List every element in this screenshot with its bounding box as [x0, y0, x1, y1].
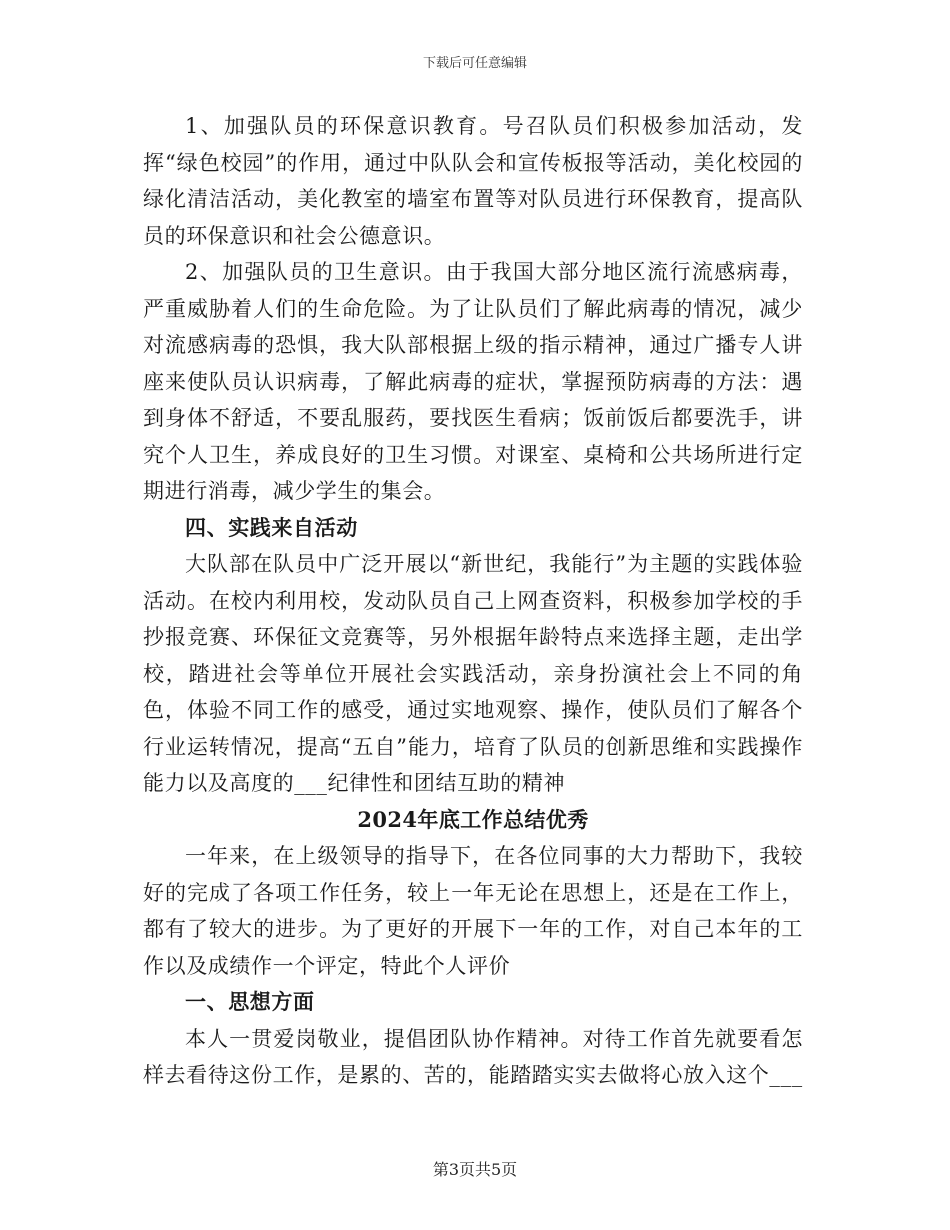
paragraph-year-summary: 一年来，在上级领导的指导下，在各位同事的大力帮助下，我较好的完成了各项工作任务，较上一年无论在思想上，还是在工作上，都有了较大的进步。为了更好的开展下一年的工作，对自己本年的工作以及成绩作一个评定，特此个人评价: [143, 844, 803, 978]
section-heading-thinking: 一、思想方面: [185, 989, 315, 1014]
paragraph-hygiene-awareness: 2、加强队员的卫生意识。由于我国大部分地区流行流感病毒，严重威胁着人们的生命危险。为了让队员们了解此病毒的情况，减少对流感病毒的恐惧，我大队部根据上级的指示精神，通过广播专人讲座来使队员认识病毒，了解此病毒的症状，掌握预防病毒的方法：遇到身体不舒适，不要乱服药，要找医生看病；饭前饭后都要洗手，讲究个人卫生，养成良好的卫生习惯。对课室、桌椅和公共场所进行定期进行消毒，减少学生的集会。: [143, 260, 803, 503]
document-title: 2024年底工作总结优秀: [357, 806, 589, 832]
page-number: 第3页共5页: [432, 1160, 518, 1179]
paragraph-environment-education: 1、加强队员的环保意识教育。号召队员们积极参加活动，发挥“绿色校园”的作用，通过中队队会和宣传板报等活动，美化校园的绿化清洁活动，美化教室的墙室布置等对队员进行环保教育，提高队员的环保意识和社会公德意识。: [143, 114, 803, 248]
section-heading-practice: 四、实践来自活动: [185, 514, 358, 540]
paragraph-dedication: 本人一贯爱岗敬业，提倡团队协作精神。对待工作首先就要看怎样去看待这份工作，是累的、苦的，能踏踏实实去做将心放入这个___: [143, 1026, 803, 1087]
page-header: 下载后可任意编辑: [422, 56, 527, 71]
paragraph-practice-activities: 大队部在队员中广泛开展以“新世纪，我能行”为主题的实践体验活动。在校内利用校，发动队员自己上网查资料，积极参加学校的手抄报竞赛、环保征文竞赛等，另外根据年龄特点来选择主题，走出学校，踏进社会等单位开展社会实践活动，亲身扮演社会上不同的角色，体验不同工作的感受，通过实地观察、操作，使队员们了解各个行业运转情况，提高“五自”能力，培育了队员的创新思维和实践操作能力以及高度的___纪律性和团结互助的精神: [143, 552, 803, 795]
document-body: [143, 108, 803, 1094]
